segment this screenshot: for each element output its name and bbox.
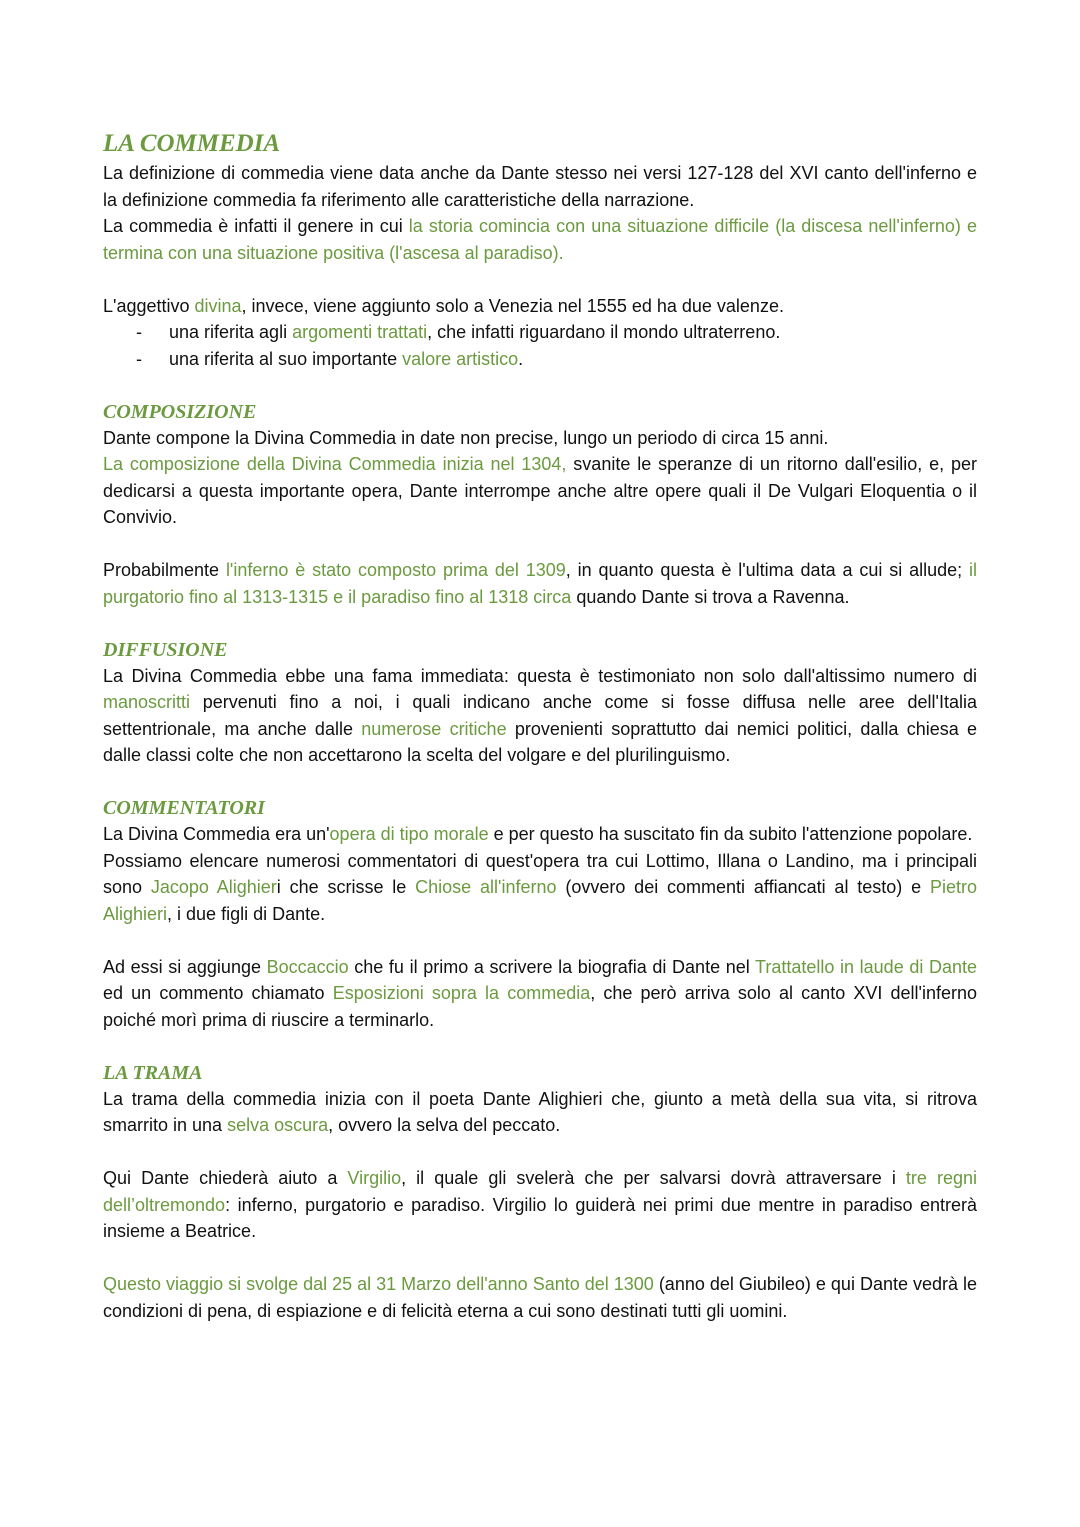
highlight-text: Questo viaggio si svolge dal 25 al 31 Marzo dell'anno Santo del 1300	[103, 1274, 654, 1294]
paragraph: La definizione di commedia viene data anche da Dante stesso nei versi 127-128 del XVI canto dell'inferno e la definizione commedia fa riferimento alle caratteristiche della narrazione.	[103, 163, 977, 210]
paragraph: Possiamo elencare numerosi commentatori di quest'opera tra cui Lottimo, Illana o Landino, ma i principali sono Jacopo Alighieri che scrisse le Chiose all'inferno (ovvero dei commenti affiancati al testo) e Pietro Alighieri, i due figli di Dante.	[103, 850, 977, 924]
highlight-text: Jacopo Alighier	[150, 877, 277, 897]
paragraph: La commedia è infatti il genere in cui la storia comincia con una situazione difficile (la discesa nell'inferno) e termina con una situazione positiva (l'ascesa al paradiso).	[103, 216, 977, 263]
paragraph: Probabilmente l'inferno è stato composto prima del 1309, in quanto questa è l'ultima data a cui si allude; il purgatorio fino al 1313-1315 e il paradiso fino al 1318 circa quando Dante si trova a Ravenna.	[103, 560, 977, 607]
dash-bullet-icon: -	[136, 348, 142, 369]
section-commentatori	[103, 795, 977, 1033]
paragraph: Questo viaggio si svolge dal 25 al 31 Marzo dell'anno Santo del 1300 (anno del Giubileo) e qui Dante vedrà le condizioni di pena, di espiazione e di felicità eterna a cui sono destinati tutti gli uomini.	[103, 1274, 978, 1321]
highlight-text: valore artistico	[402, 348, 519, 369]
paragraph: La Divina Commedia era un'opera di tipo morale e per questo ha suscitato fin da subito l'attenzione popolare.	[103, 824, 973, 844]
highlight-text: Virgilio	[347, 1168, 402, 1188]
highlight-text: argomenti trattati	[292, 322, 428, 342]
highlight-text: Pietro Alighieri	[103, 877, 977, 924]
highlight-text: l'inferno è stato composto prima del 1309	[225, 560, 566, 580]
highlight-text: La composizione della Divina Commedia inizia nel 1304,	[103, 454, 567, 474]
paragraph: Dante compone la Divina Commedia in date non precise, lungo un periodo di circa 15 anni.	[103, 427, 829, 448]
highlight-text: opera di tipo morale	[329, 824, 489, 844]
highlight-text: Esposizioni sopra la commedia	[332, 983, 591, 1003]
highlight-text: numerose critiche	[361, 718, 507, 739]
section-heading: LA TRAMA	[103, 1061, 203, 1084]
section-diffusione	[103, 637, 977, 769]
highlight-text: manoscritti	[103, 692, 191, 712]
paragraph: Ad essi si aggiunge Boccaccio che fu il primo a scrivere la biografia di Dante nel Trattatello in laude di Dante ed un commento chiamato Esposizioni sopra la commedia, che però arriva solo al canto XVI dell'inferno poiché morì prima di riuscire a terminarlo.	[103, 956, 977, 1030]
highlight-text: Boccaccio	[266, 956, 349, 977]
highlight-text: Trattatello in laude di Dante	[755, 956, 977, 977]
highlight-text: selva oscura	[227, 1115, 329, 1135]
list-item: - una riferita agli argomenti trattati, che infatti riguardano il mondo ultraterreno.	[103, 319, 977, 346]
highlight-text: il purgatorio fino al 1313-1315 e il paradiso fino al 1318 circa	[103, 560, 977, 607]
bullet-list	[103, 319, 977, 372]
section-heading: COMMENTATORI	[103, 797, 265, 819]
paragraph: La composizione della Divina Commedia inizia nel 1304, svanite le speranze di un ritorno dall'esilio, e, per dedicarsi a questa importante opera, Dante interrompe anche altre opere quali il De Vulgari Eloquentia o il Convivio.	[103, 454, 978, 527]
dash-bullet-icon: -	[136, 322, 142, 342]
paragraph: Qui Dante chiederà aiuto a Virgilio, il quale gli svelerà che per salvarsi dovrà attraversare i tre regni dell’oltremondo: inferno, purgatorio e paradiso. Virgilio lo guiderà nei primi due mentre in paradiso entrerà insieme a Beatrice.	[103, 1168, 977, 1241]
list-item: - una riferita al suo importante valore artistico.	[103, 346, 977, 373]
section-heading: DIFFUSIONE	[103, 638, 228, 661]
section-la-commedia	[103, 128, 977, 372]
section-la-trama	[103, 1060, 977, 1325]
highlight-text: Chiose all'inferno	[415, 877, 557, 897]
section-composizione	[103, 399, 977, 611]
paragraph: La Divina Commedia ebbe una fama immediata: questa è testimoniato non solo dall'altissimo numero di manoscritti pervenuti fino a noi, i quali indicano anche come si fosse diffusa nelle aree dell'Italia settentrionale, ma anche dalle numerose critiche provenienti soprattutto dai nemici politici, dalla chiesa e dalle classi colte che non accettarono la scelta del volgare e del plurilinguismo.	[103, 665, 978, 765]
section-heading: LA COMMEDIA	[103, 130, 281, 157]
highlight-text: tre regni dell’oltremondo	[103, 1168, 977, 1215]
paragraph: L'aggettivo divina, invece, viene aggiunto solo a Venezia nel 1555 ed ha due valenze.	[103, 295, 784, 316]
document-page	[103, 128, 977, 1324]
section-heading: COMPOSIZIONE	[103, 400, 257, 423]
highlight-text: la storia comincia con una situazione difficile (la discesa nell'inferno) e termina con una situazione positiva (l'ascesa al paradiso).	[103, 216, 977, 263]
highlight-text: divina	[194, 295, 242, 316]
paragraph: La trama della commedia inizia con il poeta Dante Alighieri che, giunto a metà della sua vita, si ritrova smarrito in una selva oscura, ovvero la selva del peccato.	[103, 1088, 977, 1135]
